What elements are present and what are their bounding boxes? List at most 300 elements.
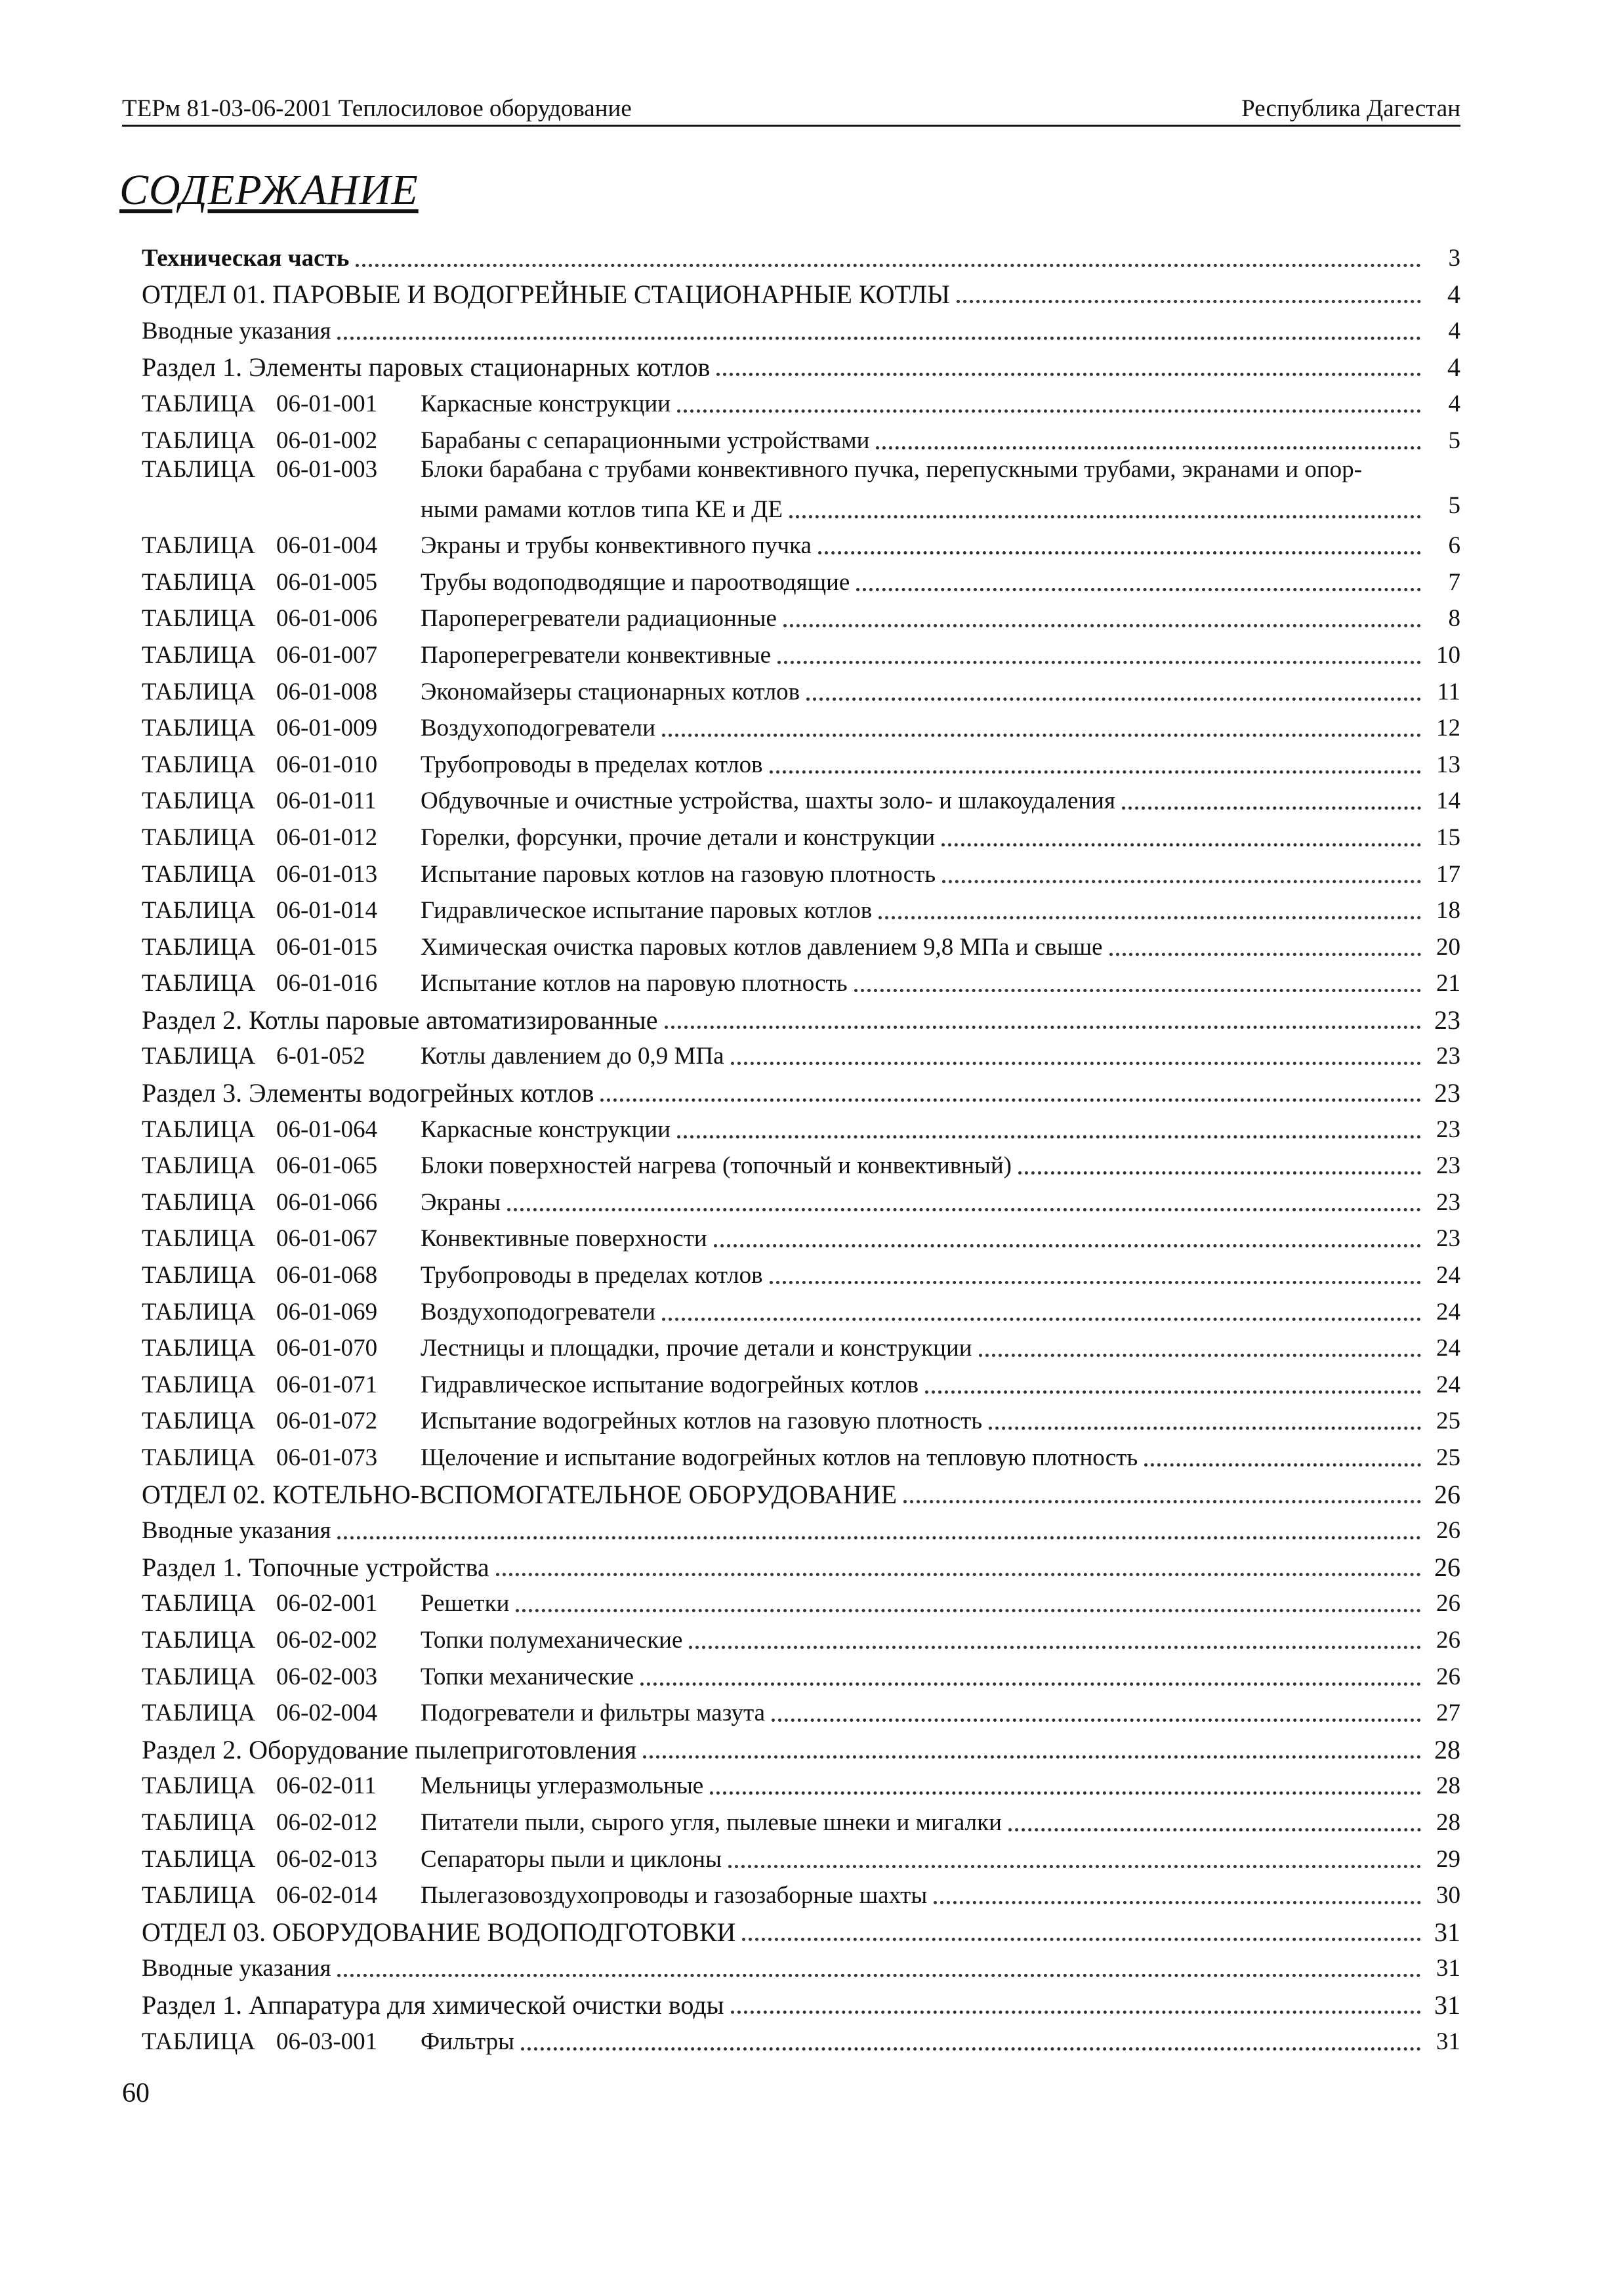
dot-leader (878, 916, 1421, 919)
table-label: ТАБЛИЦА (142, 751, 256, 778)
table-of-contents (142, 236, 1460, 2056)
entry-title: Химическая очистка паровых котлов давлением 9,8 МПа и свыше (421, 933, 1103, 961)
entry-title: Трубы водоподводящие и пароотводящие (421, 568, 850, 596)
entry-text-block (421, 1663, 1428, 1692)
dot-leader (507, 1208, 1421, 1211)
entry-text-block (421, 1224, 1428, 1253)
page-ref: 24 (1436, 1335, 1460, 1362)
entry-title: Гидравлическое испытание паровых котлов (421, 897, 873, 925)
entry-title: Питатели пыли, сырого угля, пылевые шнеки и мигалки (421, 1808, 1002, 1836)
entry-title: Вводные указания (142, 1955, 331, 1982)
page-ref: 23 (1434, 1005, 1460, 1035)
dot-leader (934, 1901, 1421, 1904)
page-ref: 14 (1436, 787, 1460, 815)
table-label: ТАБЛИЦА (142, 1845, 256, 1873)
toc-table-entry[interactable] (142, 1327, 1460, 1364)
dot-leader (957, 300, 1421, 303)
page-ref: 30 (1436, 1882, 1460, 1910)
entry-title: Трубопроводы в пределах котлов (421, 1262, 763, 1289)
toc-section-entry[interactable] (142, 309, 1460, 346)
table-label: ТАБЛИЦА (142, 1188, 256, 1216)
entry-title: Раздел 1. Топочные устройства (142, 1552, 489, 1582)
page-ref: 4 (1448, 390, 1460, 417)
table-code: 06-01-065 (276, 1152, 378, 1180)
table-label: ТАБЛИЦА (142, 641, 256, 669)
table-label: ТАБЛИЦА (142, 455, 256, 483)
table-code: 06-02-002 (276, 1626, 378, 1654)
dot-leader (677, 1135, 1421, 1138)
entry-text-block (421, 1116, 1428, 1144)
page-ref: 29 (1436, 1845, 1460, 1873)
table-label: ТАБЛИЦА (142, 1298, 256, 1325)
entry-title: Обдувочные и очистные устройства, шахты золо- и шлакоудаления (421, 787, 1115, 815)
table-label: ТАБЛИЦА (142, 1808, 256, 1836)
table-code: 06-03-001 (276, 2028, 378, 2055)
table-code: 06-01-002 (276, 427, 378, 454)
toc-table-entry[interactable] (142, 889, 1460, 926)
toc-table-entry[interactable] (142, 382, 1460, 419)
page-ref: 4 (1447, 352, 1460, 383)
dot-leader (716, 373, 1421, 376)
toc-table-entry[interactable] (142, 1035, 1460, 1072)
page-ref: 31 (1436, 2028, 1460, 2055)
entry-text-block (142, 1553, 1428, 1582)
table-code: 06-01-069 (276, 1298, 378, 1325)
table-label: ТАБЛИЦА (142, 1444, 256, 1471)
entry-title-continuation-line (421, 495, 1428, 524)
dot-leader (714, 1244, 1421, 1247)
page-ref: 8 (1448, 605, 1460, 633)
page-ref: 23 (1434, 1078, 1460, 1108)
page-ref: 31 (1436, 1955, 1460, 1982)
toc-table-entry[interactable] (142, 962, 1460, 999)
page-ref: 18 (1436, 897, 1460, 925)
page-ref: 24 (1436, 1371, 1460, 1398)
page-ref: 13 (1436, 751, 1460, 778)
entry-text-block (421, 860, 1428, 889)
table-label: ТАБЛИЦА (142, 390, 256, 417)
page-ref: 24 (1436, 1298, 1460, 1325)
entry-text-block (421, 1881, 1428, 1910)
entry-title: Раздел 1. Элементы паровых стационарных котлов (142, 352, 711, 383)
page-ref: 31 (1434, 1917, 1460, 1947)
dot-leader (337, 337, 1421, 340)
entry-text-block (421, 568, 1428, 597)
dot-leader (979, 1354, 1421, 1357)
table-code: 6-01-052 (276, 1043, 365, 1070)
dot-leader (662, 1318, 1421, 1321)
dot-leader (662, 734, 1421, 737)
entry-text-block (421, 1152, 1428, 1180)
entry-title: Раздел 3. Элементы водогрейных котлов (142, 1078, 594, 1108)
page-title: СОДЕРЖАНИЕ (119, 166, 419, 214)
table-label: ТАБЛИЦА (142, 532, 256, 560)
entry-title: Раздел 1. Аппаратура для химической очистки воды (142, 1990, 724, 2020)
table-code: 06-01-073 (276, 1444, 378, 1471)
page-ref-column (1428, 455, 1460, 524)
entry-title: Экраны (421, 1188, 501, 1216)
toc-table-entry[interactable] (142, 1837, 1460, 1874)
toc-table-entry[interactable] (142, 1217, 1460, 1254)
table-label: ТАБЛИЦА (142, 1772, 256, 1800)
toc-table-entry[interactable] (142, 455, 1460, 524)
entry-title: Блоки барабана с трубами конвективного пучка, перепускными трубами, экранами и опор- (421, 455, 1362, 483)
toc-table-entry[interactable] (142, 2020, 1460, 2056)
dot-leader (731, 2011, 1421, 2014)
entry-text-block (421, 1407, 1428, 1436)
page-ref: 25 (1436, 1408, 1460, 1435)
page-ref: 5 (1448, 491, 1460, 519)
entry-text-block (421, 1042, 1428, 1071)
table-label: ТАБЛИЦА (142, 715, 256, 742)
entry-title: Сепараторы пыли и циклоны (421, 1845, 722, 1873)
table-label: ТАБЛИЦА (142, 1700, 256, 1727)
table-code: 06-01-009 (276, 715, 378, 742)
toc-table-entry[interactable] (142, 780, 1460, 816)
entry-text-block (142, 1918, 1428, 1947)
dot-leader (677, 409, 1421, 413)
table-code: 06-01-001 (276, 390, 378, 417)
toc-table-entry[interactable] (142, 1801, 1460, 1837)
dot-leader (925, 1390, 1421, 1394)
table-label: ТАБЛИЦА (142, 1043, 256, 1070)
entry-text-block (421, 933, 1428, 962)
page-number: 60 (122, 2078, 150, 2108)
toc-section-entry[interactable] (142, 1509, 1460, 1546)
dot-leader (1122, 806, 1421, 810)
dot-leader (856, 588, 1421, 591)
table-label: ТАБЛИЦА (142, 1663, 256, 1690)
page-ref: 17 (1436, 860, 1460, 888)
toc-section-entry[interactable] (142, 998, 1460, 1035)
toc-table-entry[interactable] (142, 925, 1460, 962)
toc-table-entry[interactable] (142, 816, 1460, 852)
entry-text-block (142, 353, 1428, 382)
page-ref: 15 (1436, 824, 1460, 851)
toc-table-entry[interactable] (142, 1582, 1460, 1619)
toc-section-entry[interactable] (142, 1947, 1460, 1984)
table-label: ТАБЛИЦА (142, 2028, 256, 2055)
page-ref: 4 (1448, 317, 1460, 344)
entry-title: Барабаны с сепарационными устройствами (421, 427, 870, 454)
entry-text-block (421, 1188, 1428, 1217)
header-rule (122, 125, 1460, 127)
table-code: 06-01-006 (276, 605, 378, 633)
dot-leader (783, 624, 1421, 627)
toc-table-entry[interactable] (142, 1874, 1460, 1911)
page-ref: 11 (1437, 678, 1460, 705)
dot-leader (770, 1281, 1421, 1284)
toc-table-entry[interactable] (142, 1764, 1460, 1801)
toc-table-entry[interactable] (142, 1618, 1460, 1655)
table-code: 06-02-013 (276, 1845, 378, 1873)
table-label: ТАБЛИЦА (142, 1335, 256, 1362)
entry-title: Щелочение и испытание водогрейных котлов на тепловую плотность (421, 1444, 1138, 1471)
entry-text-block (421, 641, 1428, 670)
running-header (122, 92, 1460, 126)
page-ref: 6 (1448, 532, 1460, 560)
table-label: ТАБЛИЦА (142, 1262, 256, 1289)
dot-leader (903, 1500, 1421, 1503)
entry-title: Испытание паровых котлов на газовую плотность (421, 860, 936, 888)
table-label: ТАБЛИЦА (142, 1116, 256, 1143)
page-ref: 25 (1436, 1444, 1460, 1471)
toc-table-entry[interactable] (142, 852, 1460, 889)
table-code: 06-02-014 (276, 1882, 378, 1910)
toc-section-entry[interactable] (142, 1472, 1460, 1509)
entry-text-block (142, 1079, 1428, 1108)
page-ref: 31 (1434, 1990, 1460, 2020)
entry-title: Испытание котлов на паровую плотность (421, 970, 848, 997)
dot-leader (516, 1609, 1421, 1612)
dot-leader (989, 1427, 1421, 1430)
table-label: ТАБЛИЦА (142, 1590, 256, 1618)
entry-text-block (421, 427, 1428, 455)
table-code: 06-01-005 (276, 568, 378, 596)
entry-text-block (421, 1261, 1428, 1290)
toc-table-entry[interactable] (142, 597, 1460, 634)
table-code: 06-01-011 (276, 787, 377, 815)
toc-table-entry[interactable] (142, 743, 1460, 780)
dot-leader (1144, 1463, 1421, 1467)
dot-leader (710, 1791, 1421, 1795)
table-code: 06-02-012 (276, 1808, 378, 1836)
entry-title: Испытание водогрейных котлов на газовую плотность (421, 1408, 983, 1435)
page-ref: 23 (1436, 1043, 1460, 1070)
dot-leader (496, 1573, 1421, 1576)
toc-table-entry[interactable] (142, 670, 1460, 707)
table-code: 06-02-004 (276, 1700, 378, 1727)
table-code: 06-01-066 (276, 1188, 378, 1216)
page-ref: 26 (1436, 1590, 1460, 1618)
toc-table-entry[interactable] (142, 1400, 1460, 1436)
entry-text-block (421, 1444, 1428, 1472)
entry-text-block (142, 1480, 1428, 1509)
toc-section-entry[interactable] (142, 1071, 1460, 1108)
page-ref: 20 (1436, 933, 1460, 961)
dot-leader (941, 843, 1421, 846)
toc-table-entry[interactable] (142, 1108, 1460, 1144)
table-code: 06-01-010 (276, 751, 378, 778)
toc-table-entry[interactable] (142, 419, 1460, 455)
entry-text-block (421, 455, 1428, 524)
dot-leader (356, 264, 1421, 267)
toc-section-entry[interactable] (142, 1910, 1460, 1947)
entry-title: Конвективные поверхности (421, 1225, 707, 1253)
entry-text-block (421, 678, 1428, 707)
entry-text-block (142, 1954, 1428, 1983)
table-label: ТАБЛИЦА (142, 678, 256, 705)
table-code: 06-01-003 (276, 455, 378, 483)
dot-leader (942, 880, 1421, 883)
toc-table-entry[interactable] (142, 1655, 1460, 1692)
entry-title: Блоки поверхностей нагрева (топочный и конвективный) (421, 1152, 1012, 1180)
entry-title: Воздухоподогреватели (421, 715, 656, 742)
table-code: 06-01-067 (276, 1225, 378, 1253)
page-ref: 27 (1436, 1700, 1460, 1727)
entry-text-block (421, 787, 1428, 816)
entry-text-block (421, 2028, 1428, 2056)
page-ref: 26 (1434, 1479, 1460, 1509)
table-label: ТАБЛИЦА (142, 1626, 256, 1654)
dot-leader (770, 770, 1421, 774)
entry-title: Мельницы углеразмольные (421, 1772, 704, 1800)
dot-leader (772, 1719, 1421, 1722)
toc-table-entry[interactable] (142, 1436, 1460, 1472)
entry-text-block (142, 1736, 1428, 1764)
table-label: ТАБЛИЦА (142, 1152, 256, 1180)
table-label: ТАБЛИЦА (142, 933, 256, 961)
table-label: ТАБЛИЦА (142, 1408, 256, 1435)
entry-text-block (421, 1334, 1428, 1363)
toc-table-entry[interactable] (142, 1144, 1460, 1181)
entry-title: ОТДЕЛ 03. ОБОРУДОВАНИЕ ВОДОПОДГОТОВКИ (142, 1917, 736, 1947)
dot-leader (854, 989, 1421, 992)
page-ref: 12 (1436, 715, 1460, 742)
entry-title: Пароперегреватели конвективные (421, 641, 772, 669)
page-ref: 28 (1436, 1772, 1460, 1800)
entry-title: Экономайзеры стационарных котлов (421, 678, 800, 705)
dot-leader (689, 1646, 1421, 1649)
dot-leader (337, 1974, 1421, 1977)
table-code: 06-01-007 (276, 641, 378, 669)
page-ref: 28 (1436, 1808, 1460, 1836)
table-label: ТАБЛИЦА (142, 1882, 256, 1910)
dot-leader (806, 698, 1421, 701)
entry-title: Гидравлическое испытание водогрейных котлов (421, 1371, 919, 1398)
page-ref: 26 (1436, 1626, 1460, 1654)
entry-text-block (421, 604, 1428, 633)
page-ref: 24 (1436, 1262, 1460, 1289)
entry-title: Пылегазовоздухопроводы и газозаборные шахты (421, 1882, 928, 1910)
table-code: 06-01-014 (276, 897, 378, 925)
toc-table-entry[interactable] (142, 633, 1460, 670)
page-ref: 23 (1436, 1152, 1460, 1180)
page-ref: 26 (1436, 1663, 1460, 1690)
entry-text-block (421, 1808, 1428, 1837)
entry-text-block (142, 1006, 1428, 1035)
entry-text-block (421, 1845, 1428, 1874)
entry-title: Вводные указания (142, 317, 331, 344)
toc-section-entry[interactable] (142, 1728, 1460, 1764)
table-code: 06-01-015 (276, 933, 378, 961)
dot-leader (1008, 1828, 1421, 1831)
entry-text-block (142, 244, 1428, 273)
table-code: 06-01-008 (276, 678, 378, 705)
entry-text-block (421, 1699, 1428, 1728)
table-label: ТАБЛИЦА (142, 897, 256, 925)
entry-title: ОТДЕЛ 01. ПАРОВЫЕ И ВОДОГРЕЙНЫЕ СТАЦИОНАРНЫЕ КОТЛЫ (142, 280, 950, 310)
entry-title: Пароперегреватели радиационные (421, 605, 777, 633)
table-code: 06-01-071 (276, 1371, 378, 1398)
table-label: ТАБЛИЦА (142, 824, 256, 851)
entry-title: Котлы давлением до 0,9 МПа (421, 1043, 724, 1070)
entry-text-block (421, 1589, 1428, 1618)
table-code: 06-01-004 (276, 532, 378, 560)
entry-text-block (421, 751, 1428, 780)
dot-leader (600, 1098, 1421, 1102)
toc-table-entry[interactable] (142, 707, 1460, 743)
table-code: 06-01-068 (276, 1262, 378, 1289)
toc-table-entry[interactable] (142, 524, 1460, 561)
entry-text-block (142, 280, 1428, 309)
toc-section-entry[interactable] (142, 236, 1460, 273)
header-document-title: ТЕРм 81-03-06-2001 Теплосиловое оборудование (122, 95, 632, 122)
toc-table-entry[interactable] (142, 1290, 1460, 1327)
table-label: ТАБЛИЦА (142, 787, 256, 815)
entry-title: Каркасные конструкции (421, 1116, 671, 1143)
table-label: ТАБЛИЦА (142, 1371, 256, 1398)
page-ref: 28 (1434, 1734, 1460, 1764)
page-ref: 23 (1436, 1225, 1460, 1253)
toc-section-entry[interactable] (142, 273, 1460, 310)
entry-text-block (421, 1298, 1428, 1327)
entry-text-block (421, 1772, 1428, 1801)
page-ref: 26 (1436, 1517, 1460, 1545)
dot-leader (640, 1682, 1421, 1686)
toc-table-entry[interactable] (142, 1180, 1460, 1217)
table-code: 06-01-013 (276, 860, 378, 888)
table-label: ТАБЛИЦА (142, 568, 256, 596)
page-ref: 4 (1447, 280, 1460, 310)
entry-title: Каркасные конструкции (421, 390, 671, 417)
header-region: Республика Дагестан (1241, 95, 1460, 122)
toc-table-entry[interactable] (142, 560, 1460, 597)
table-code: 06-01-072 (276, 1408, 378, 1435)
dot-leader (777, 661, 1421, 664)
page-ref: 5 (1448, 427, 1460, 454)
entry-text-block (421, 969, 1428, 998)
dot-leader (789, 515, 1421, 518)
toc-table-entry[interactable] (142, 1692, 1460, 1728)
page-ref: 23 (1436, 1116, 1460, 1143)
entry-text-block (142, 1516, 1428, 1545)
entry-title: Экраны и трубы конвективного пучка (421, 532, 812, 560)
table-label: ТАБЛИЦА (142, 860, 256, 888)
entry-title: Воздухоподогреватели (421, 1298, 656, 1325)
entry-title: Лестницы и площадки, прочие детали и конструкции (421, 1335, 972, 1362)
dot-leader (337, 1536, 1421, 1539)
entry-title: Горелки, форсунки, прочие детали и конструкции (421, 824, 936, 851)
toc-section-entry[interactable] (142, 346, 1460, 383)
dot-leader (742, 1938, 1421, 1941)
entry-title: Топки полумеханические (421, 1626, 683, 1654)
entry-title: Трубопроводы в пределах котлов (421, 751, 763, 778)
toc-section-entry[interactable] (142, 1545, 1460, 1582)
dot-leader (728, 1865, 1421, 1868)
table-label: ТАБЛИЦА (142, 427, 256, 454)
toc-section-entry[interactable] (142, 1983, 1460, 2020)
dot-leader (521, 2047, 1421, 2051)
entry-title: Фильтры (421, 2028, 514, 2055)
entry-title: Техническая часть (142, 244, 350, 272)
entry-text-block (142, 317, 1428, 346)
entry-title: Раздел 2. Оборудование пылеприготовления (142, 1734, 637, 1764)
page-ref: 23 (1436, 1188, 1460, 1216)
dot-leader (643, 1755, 1421, 1759)
entry-text-block (142, 1991, 1428, 2020)
toc-table-entry[interactable] (142, 1363, 1460, 1400)
table-code: 06-01-064 (276, 1116, 378, 1143)
entry-title: Раздел 2. Котлы паровые автоматизированные (142, 1005, 658, 1035)
table-code: 06-01-016 (276, 970, 378, 997)
entry-text-block (421, 896, 1428, 925)
table-code: 06-02-001 (276, 1590, 378, 1618)
toc-table-entry[interactable] (142, 1253, 1460, 1290)
entry-text-block (421, 1626, 1428, 1655)
entry-title: Решетки (421, 1590, 510, 1618)
dot-leader (818, 551, 1421, 554)
